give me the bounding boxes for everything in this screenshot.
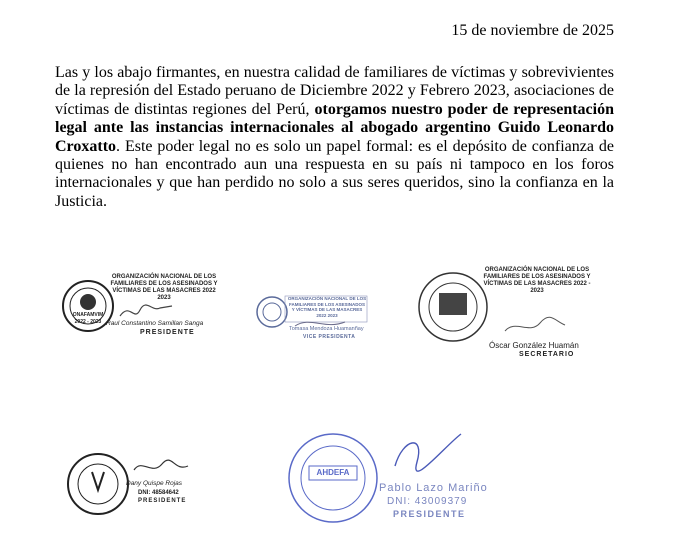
org-stamp-2: ORGANIZACIÓN NACIONAL DE LOS FAMILIARES DE LOS ASESINADOS Y VÍCTIMAS DE LAS MASACRES 2022 2023 [287,296,367,318]
signer-role-3: SECRETARIO [519,351,575,358]
signer-role-5: PRESIDENTE [393,509,466,519]
seal-text-3: 2022-2023 [441,319,465,325]
signer-name-4: Dany Quispe Rojas [126,480,182,487]
paragraph-text-1: Las y los abajo firmantes, en nuestra calidad de familiares de víctimas y sobrevivientes de la represión del Estado peruano de Diciembre 2022 y Febrero 2023, asociaciones de víctimas de distintas regiones del Perú, [55,64,614,118]
letter-date: 15 de noviembre de 2025 [451,22,614,39]
signer-id-4: DNI: 48584642 [138,490,179,496]
signer-id-5: DNI: 43009379 [387,496,468,507]
signer-role-1: PRESIDENTE [140,329,195,336]
letter-paragraph [55,64,614,211]
signer-name-3: Óscar González Huamán [489,341,579,350]
signature-block-4 [62,442,212,527]
signature-block-3 [415,263,605,363]
signature-block-5 [285,426,495,528]
signature-block-2 [255,292,370,344]
seal-text-5: AHDEFA [316,468,350,477]
org-stamp-1: ORGANIZACIÓN NACIONAL DE LOS FAMILIARES DE LOS ASESINADOS Y VÍCTIMAS DE LAS MASACRES 2022 2023 [110,274,218,301]
signer-name-1: Raul Constantino Samillan Sanga [106,320,204,327]
signer-name-2: Tomasa Mendoza Huamanñay [289,326,364,332]
signer-role-2: VICE PRESIDENTA [303,334,356,340]
signer-name-5: Pablo Lazo Mariño [379,482,488,494]
signer-role-4: PRESIDENTE [138,498,187,504]
paragraph-text-2: . Este poder legal no es solo un papel formal: es el depósito de confianza de quienes no han encontrado aun una respuesta en su país ni tampoco en los foros internacionales y que han perdido no solo a sus seres queridos, sino la confianza en la Justicia. [55,137,614,210]
seal-text-1: ONAFAMVIM 2022 - 2023 [72,312,104,325]
org-stamp-3: ORGANIZACIÓN NACIONAL DE LOS FAMILIARES DE LOS ASESINADOS Y VÍCTIMAS DE LAS MASACRES 2022 - 2023 [483,267,591,294]
signature-block-1 [60,272,225,344]
paragraph-bold-text: otorgamos nuestro poder de representación legal ante las instancias internacionales al abogado argentino Guido Leonardo Croxatto [55,100,615,155]
